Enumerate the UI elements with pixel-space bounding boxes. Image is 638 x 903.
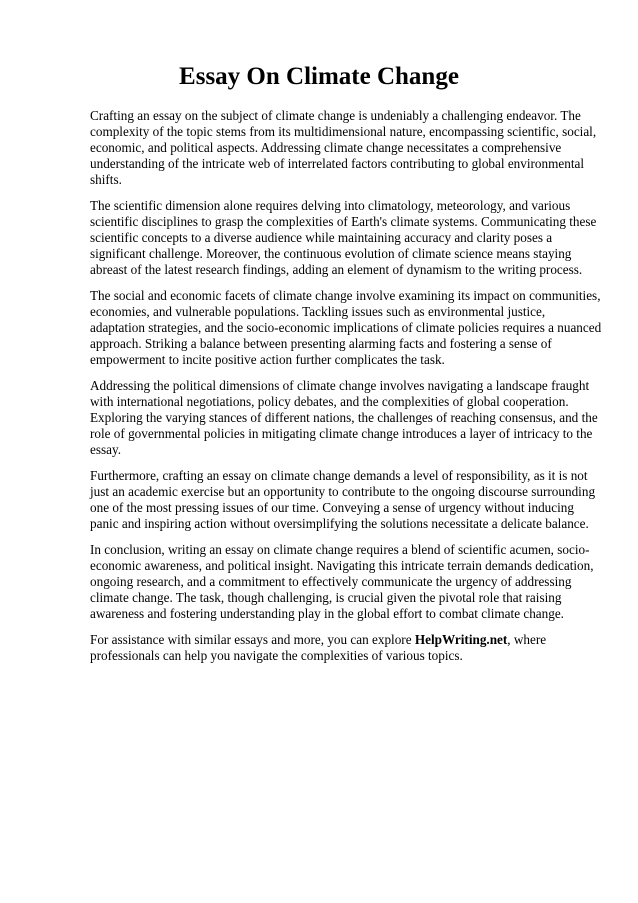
paragraph-social-economic: The social and economic facets of climate change involve examining its impact on communities, economies, and vulnerable populations. Tackling issues such as environmental justice, adaptation strategies, and the socio-economic implications of climate policies requires a nuanced approach. Striking a balance between presenting alarming facts and fostering a sense of empowerment to incite positive action further complicates the task. bbox=[90, 288, 602, 367]
essay-body bbox=[90, 108, 602, 675]
paragraph-closing bbox=[90, 632, 602, 664]
helpwriting-link[interactable]: HelpWriting.net bbox=[414, 632, 508, 648]
closing-text-after-link: , where professionals can help you navigate the complexities of various topics. bbox=[90, 632, 547, 664]
paragraph-conclusion: In conclusion, writing an essay on climate change requires a blend of scientific acumen, socio-economic awareness, and political insight. Navigating this intricate terrain demands dedication, ongoing research, and a commitment to effectively communicate the urgency of addressing climate change. The task, though challenging, is crucial given the pivotal role that raising awareness and fostering understanding play in the global effort to combat climate change. bbox=[90, 542, 594, 621]
paragraph-intro: Crafting an essay on the subject of climate change is undeniably a challenging endeavor. The complexity of the topic stems from its multidimensional nature, encompassing scientific, social, economic, and political aspects. Addressing climate change necessitates a comprehensive understanding of the intricate web of interrelated factors contributing to global environmental shifts. bbox=[90, 108, 597, 187]
closing-text-before-link: For assistance with similar essays and more, you can explore bbox=[90, 632, 415, 648]
page-title: Essay On Climate Change bbox=[179, 63, 459, 90]
paragraph-scientific: The scientific dimension alone requires delving into climatology, meteorology, and various scientific disciplines to grasp the complexities of Earth's climate systems. Communicating these scientific concepts to a diverse audience while maintaining accuracy and clarity poses a significant challenge. Moreover, the continuous evolution of climate science means staying abreast of the latest research findings, adding an element of dynamism to the writing process. bbox=[90, 198, 597, 277]
paragraph-responsibility: Furthermore, crafting an essay on climate change demands a level of responsibility, as it is not just an academic exercise but an opportunity to contribute to the ongoing discourse surrounding one of the most pressing issues of our time. Conveying a sense of urgency without inducing panic and inspiring action without oversimplifying the solutions necessitate a delicate balance. bbox=[90, 468, 596, 531]
paragraph-political: Addressing the political dimensions of climate change involves navigating a landscape fraught with international negotiations, policy debates, and the complexities of global cooperation. Exploring the varying stances of different nations, the challenges of reaching consensus, and the role of governmental policies in mitigating climate change introduces a layer of intricacy to the essay. bbox=[90, 378, 598, 457]
